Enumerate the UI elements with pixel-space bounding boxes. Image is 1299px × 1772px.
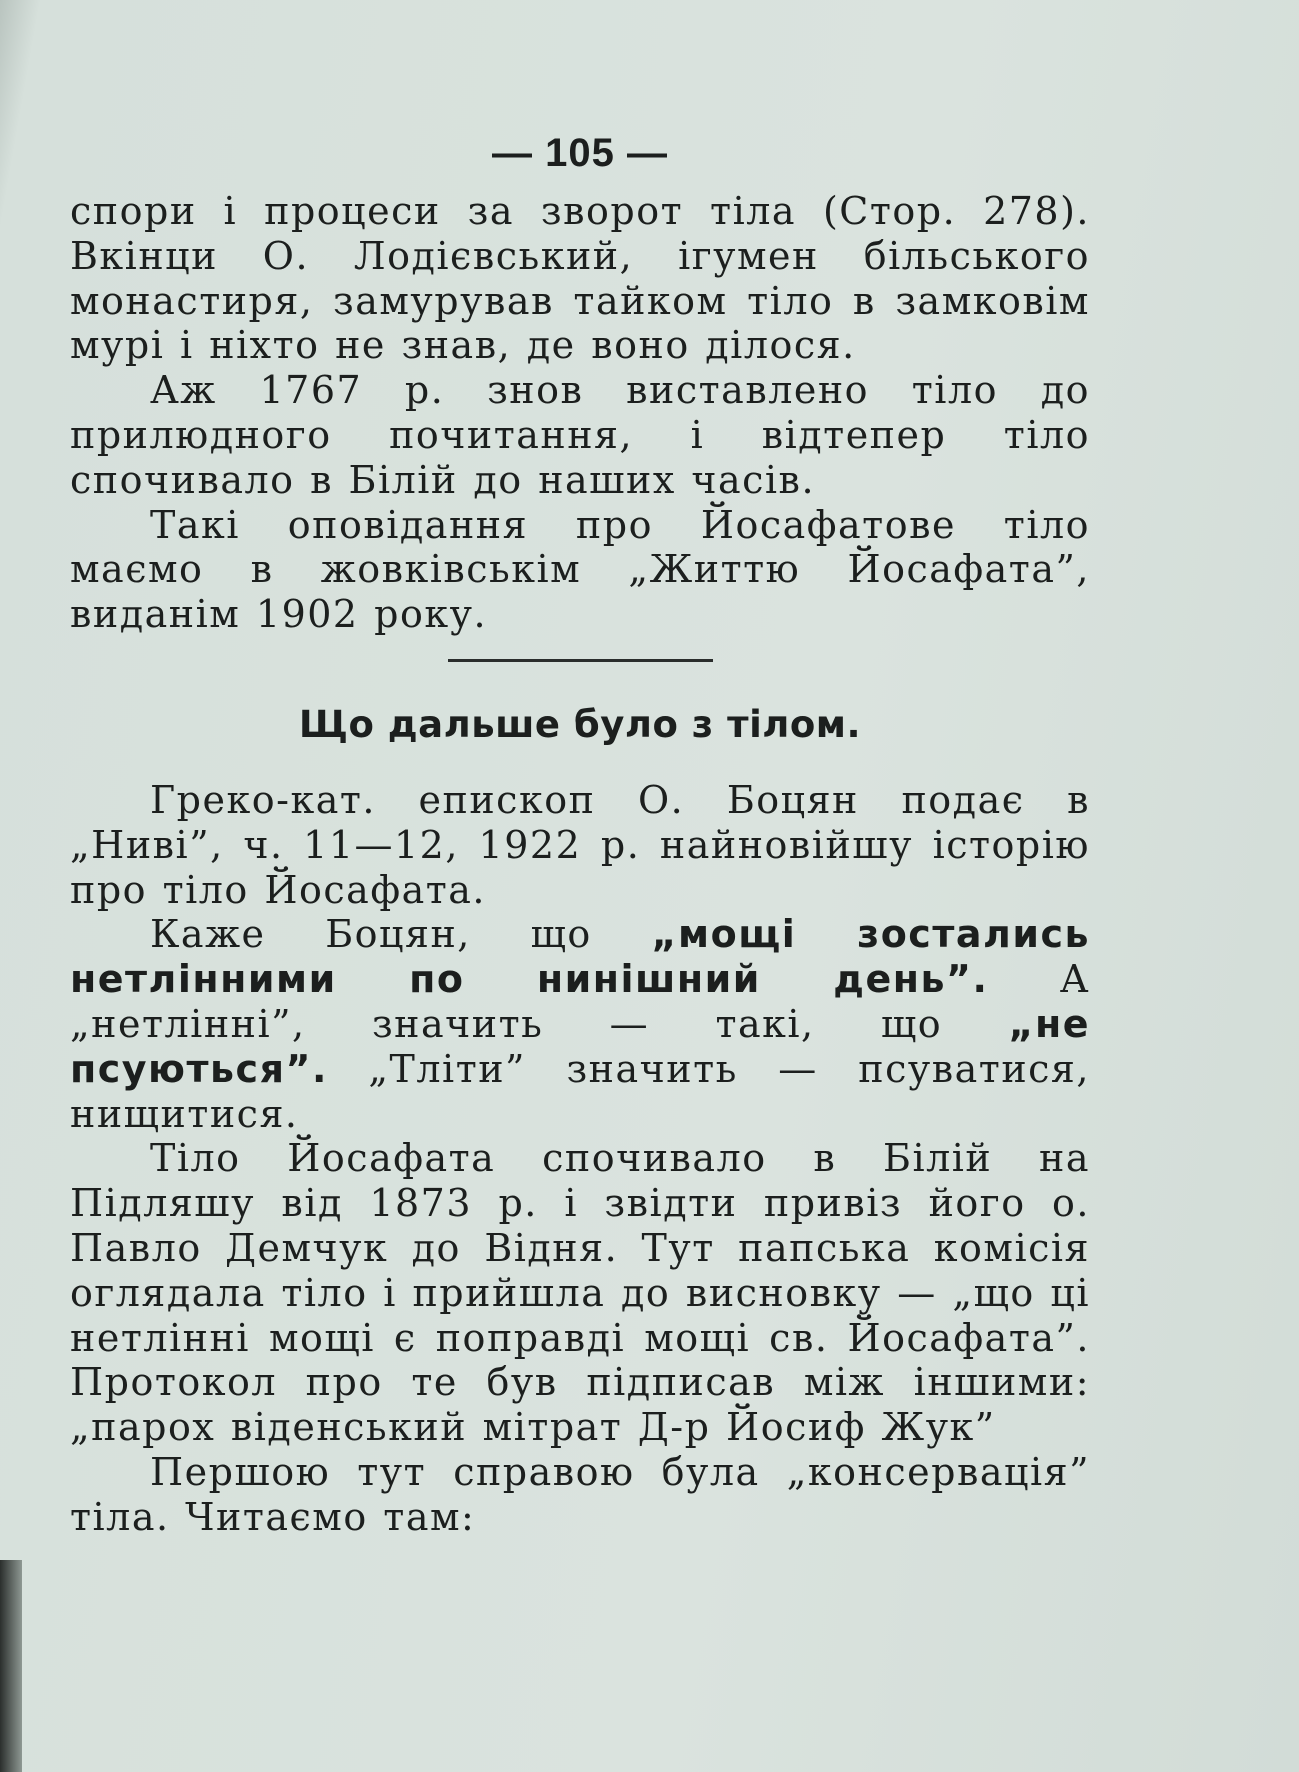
section-divider: [448, 659, 713, 662]
text-run: А „нетлінні”, значить — такі, що: [70, 957, 1090, 1046]
paragraph-mixed: [70, 912, 1090, 1136]
text-run: „Тліти” значить — псуватися, нищитися.: [70, 1046, 1090, 1136]
text-run: Каже Боцян, що: [150, 912, 652, 957]
page-content: [70, 125, 1090, 1540]
paragraph: Такі оповідання про Йосафатове тіло маємо в жовківськім „Життю Йосафата”, виданім 1902 року.: [70, 502, 1090, 637]
paragraph: Тіло Йосафата спочивало в Білій на Підляшу від 1873 р. і звідти привіз його о. Павло Демчук до Відня. Тут папська комісія оглядала тіло і прийшла до висновку — „що ці нетлінні мощі є поправді мощі св. Йосафата”. Протокол про те був підписав між іншими: „парох віденський мітрат Д-р Йосиф Жук”: [70, 1136, 1090, 1450]
paragraph-continued: спори і процеси за зворот тіла (Стор. 278). Вкінци О. Лодієвський, ігумен більського монастиря, замурував тайком тіло в замковім мурі і ніхто не знав, де воно ділося.: [70, 189, 1090, 368]
page-number: — 105 —: [492, 131, 668, 175]
book-spine-edge: [0, 1560, 22, 1772]
bold-quote: „не псуються”.: [70, 1001, 1090, 1091]
paragraph: Аж 1767 р. знов виставлено тіло до прилюдного почитання, і відтепер тіло спочивало в Білій до наших часів.: [70, 368, 1090, 502]
section-heading: Що дальше було з тілом.: [298, 702, 862, 746]
paragraph: Першою тут справою була „консервація” тіла. Читаємо там:: [70, 1449, 1090, 1539]
paragraph: Греко-кат. епископ О. Боцян подає в „Ниві”, ч. 11—12, 1922 р. найновійшу історію про тіло Йосафата.: [70, 777, 1090, 912]
bold-quote: „мощі зостались нетлінними по нинішний день”.: [70, 912, 1090, 1002]
